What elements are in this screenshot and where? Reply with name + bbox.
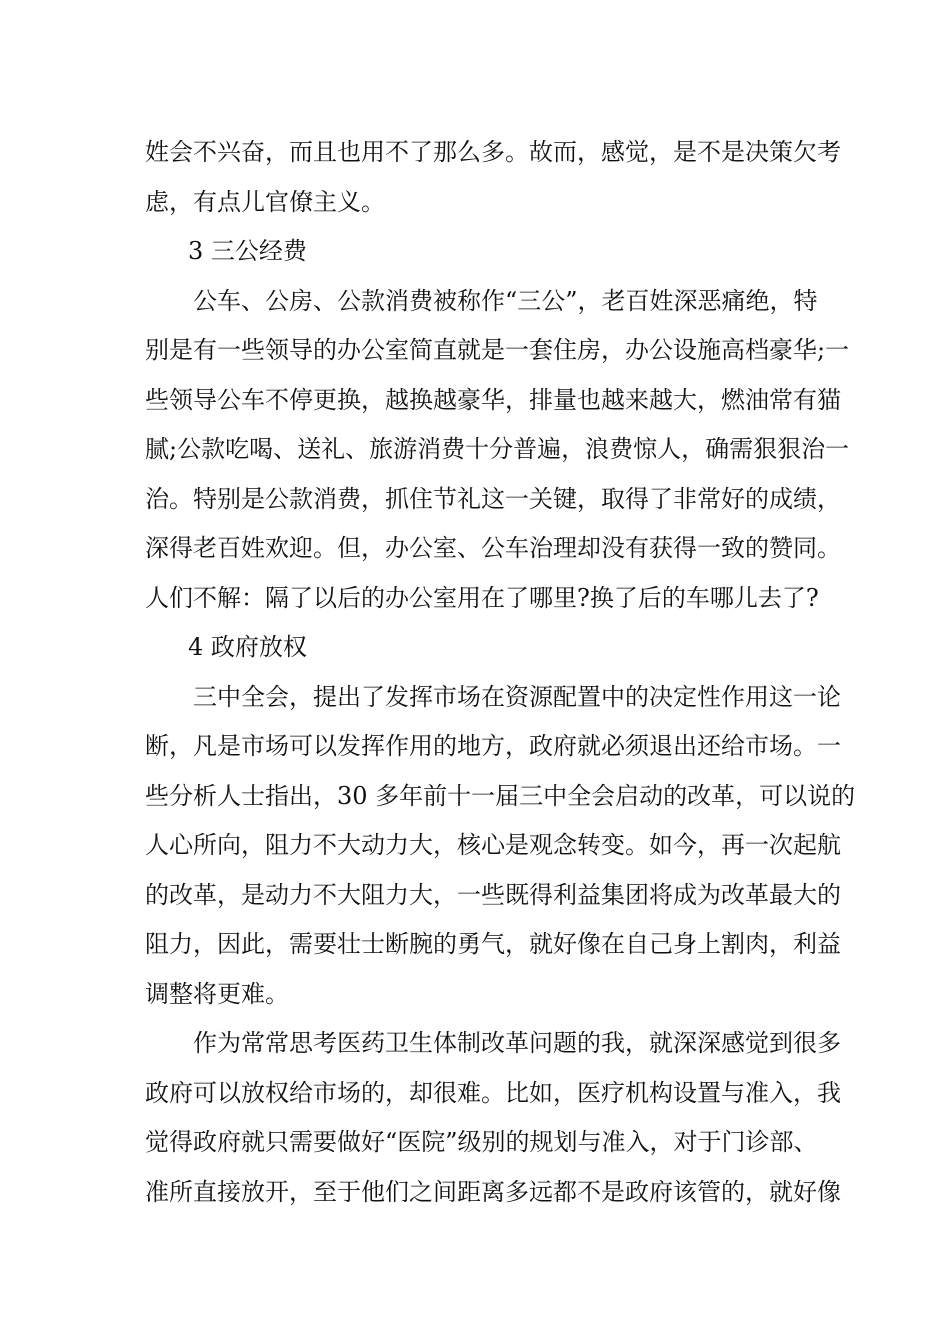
paragraph-line: 公车、公房、公款消费被称作“三公”，老百姓深恶痛绝，特 — [193, 286, 818, 315]
section-heading-3: 3 三公经费 — [188, 237, 307, 265]
paragraph-line: 深得老百姓欢迎。但，办公室、公车治理却没有获得一致的赞同。 — [145, 534, 841, 562]
paragraph-line: 的改革，是动力不大阻力大，一些既得利益集团将成为改革最大的 — [145, 880, 841, 909]
paragraph-line: 调整将更难。 — [145, 979, 289, 1008]
paragraph-line: 准所直接放开，至于他们之间距离多远都不是政府该管的，就好像 — [145, 1177, 841, 1206]
document-body — [145, 128, 856, 1217]
paragraph-line: 断，凡是市场可以发挥作用的地方，政府就必须退出还给市场。一 — [145, 732, 841, 760]
paragraph-line: 作为常常思考医药卫生体制改革问题的我，就深深感觉到很多 — [193, 1029, 841, 1057]
paragraph-line: 治。特别是公款消费，抓住节礼这一关键，取得了非常好的成绩， — [145, 484, 841, 513]
paragraph-line: 些领导公车不停更换，越换越豪华，排量也越来越大，燃油常有猫 — [145, 385, 841, 414]
paragraph-line: 人心所向，阻力不大动力大，核心是观念转变。如今，再一次起航 — [145, 831, 841, 859]
paragraph-line: 人们不解：隔了以后的办公室用在了哪里?换了后的车哪儿去了? — [145, 583, 819, 612]
paragraph-line: 姓会不兴奋，而且也用不了那么多。故而，感觉，是不是决策欠考 — [145, 138, 841, 166]
paragraph-line: 别是有一些领导的办公室简直就是一套住房，办公设施高档豪华;一 — [145, 336, 850, 364]
paragraph-line: 觉得政府就只需要做好“医院”级别的规划与准入，对于门诊部、 — [145, 1128, 818, 1156]
section-heading-4: 4 政府放权 — [188, 633, 307, 661]
paragraph-line: 些分析人士指出，30 多年前十一届三中全会启动的改革，可以说的 — [145, 781, 856, 810]
paragraph-line: 三中全会，提出了发挥市场在资源配置中的决定性作用这一论 — [193, 682, 841, 711]
paragraph-line: 虑，有点儿官僚主义。 — [145, 187, 385, 216]
paragraph-line: 政府可以放权给市场的，却很难。比如，医疗机构设置与准入，我 — [145, 1078, 841, 1107]
paragraph-line: 阻力，因此，需要壮士断腕的勇气，就好像在自己身上割肉，利益 — [145, 930, 841, 958]
paragraph-line: 腻;公款吃喝、送礼、旅游消费十分普遍，浪费惊人，确需狠狠治一 — [145, 435, 850, 463]
